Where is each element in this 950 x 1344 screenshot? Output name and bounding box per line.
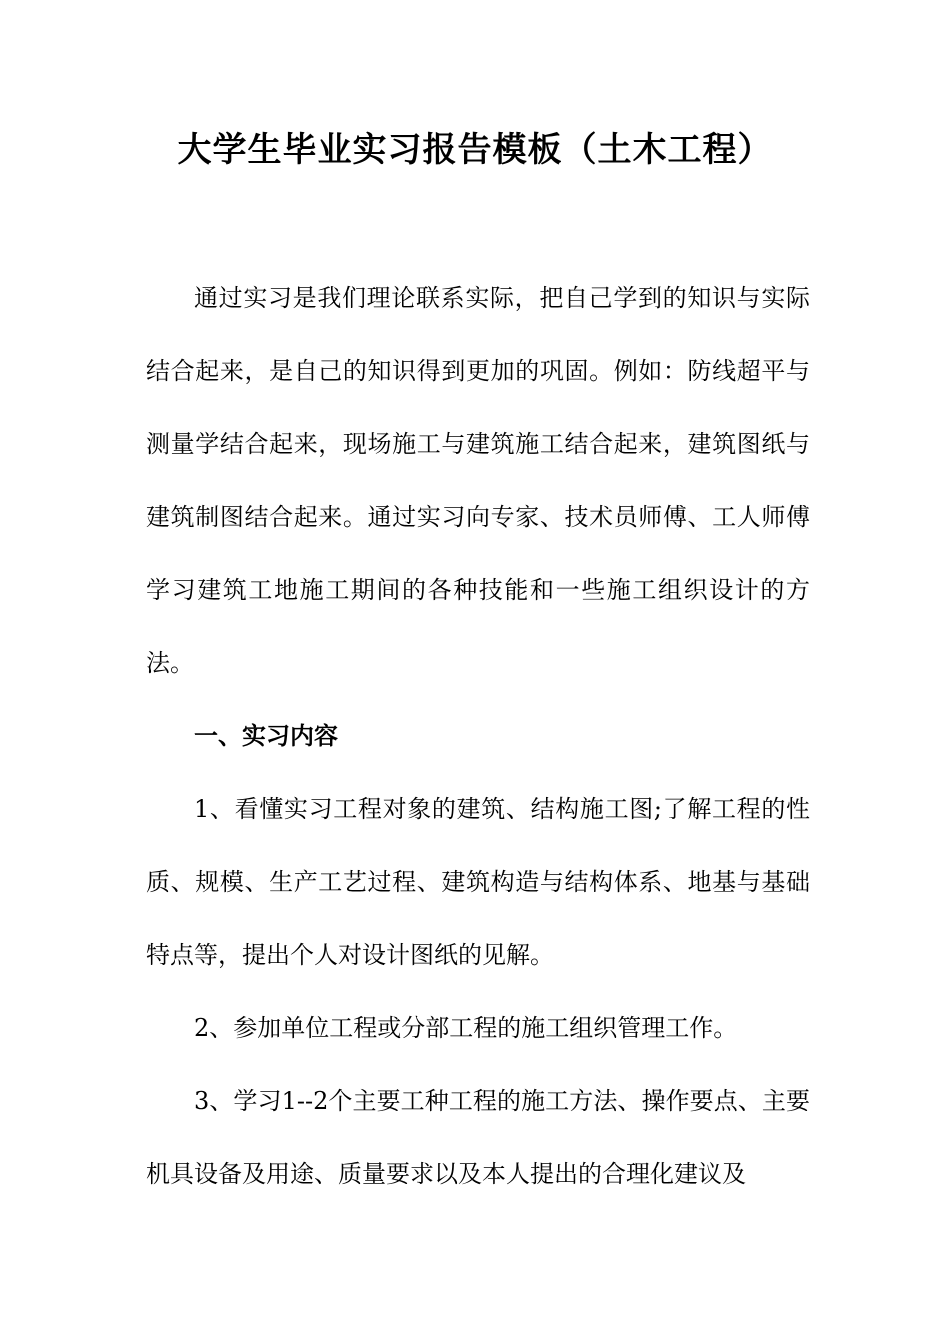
intro-paragraph: 通过实习是我们理论联系实际，把自己学到的知识与实际结合起来，是自己的知识得到更加的巩固。例如：防线超平与测量学结合起来，现场施工与建筑施工结合起来，建筑图纸与建筑制图结合起来。通过实习向专家、技术员师傅、工人师傅学习建筑工地施工期间的各种技能和一些施工组织设计的方法。 [146,284,810,677]
list-item-1: 1、看懂实习工程对象的建筑、结构施工图;了解工程的性质、规模、生产工艺过程、建筑构造与结构体系、地基与基础特点等，提出个人对设计图纸的见解。 [146,795,810,969]
section-heading-internship-content: 一、实习内容 [194,722,338,750]
list-item-2: 2、参加单位工程或分部工程的施工组织管理工作。 [194,1014,738,1042]
document-title: 大学生毕业实习报告模板（土木工程） [177,130,773,170]
list-item-3: 3、学习1--2个主要工种工程的施工方法、操作要点、主要机具设备及用途、质量要求以及本人提出的合理化建议及 [146,1087,810,1188]
document-body [146,262,810,1211]
